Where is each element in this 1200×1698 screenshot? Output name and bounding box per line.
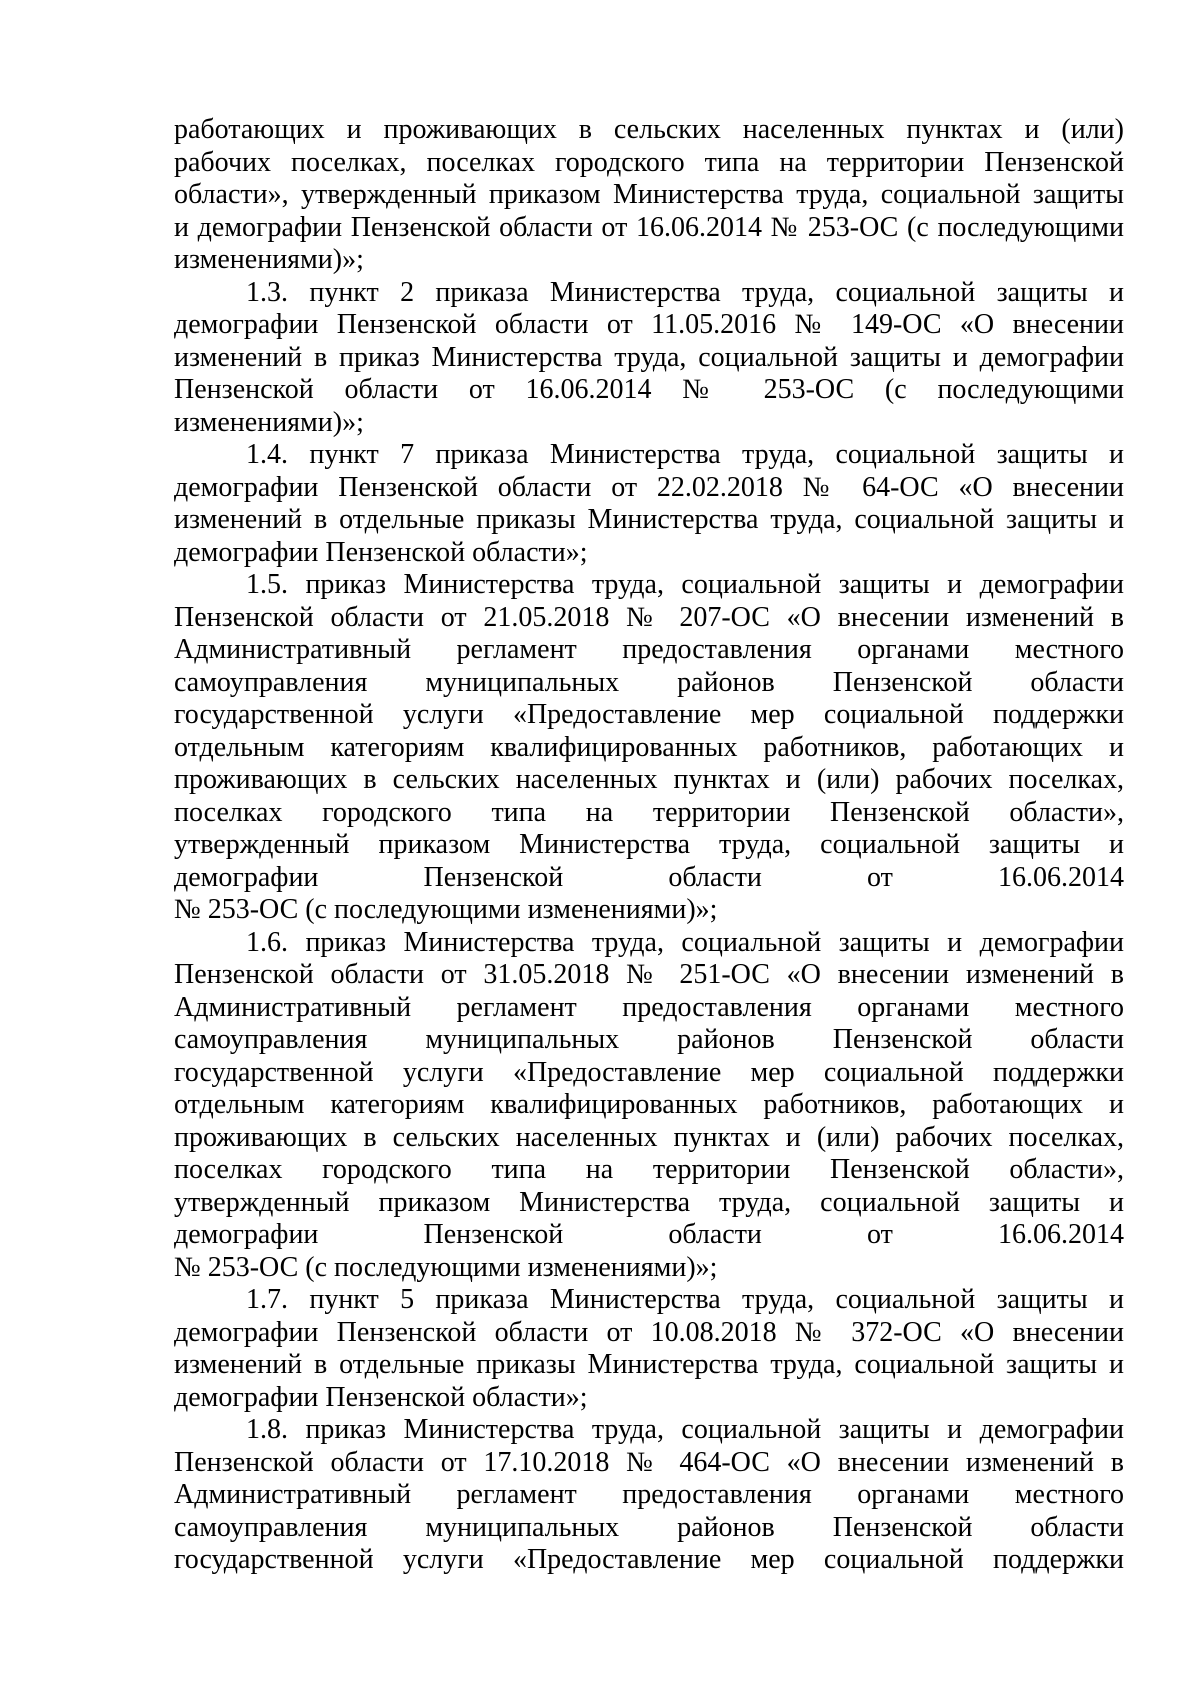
paragraph-continuation bbox=[174, 114, 1124, 277]
text-line: демографии Пензенской области от 11.05.2016 № 149-ОС «О внесении bbox=[174, 309, 1124, 340]
text-line: рабочих поселках, поселках городского типа на территории Пензенской bbox=[174, 146, 1124, 178]
text-line: государственной услуги «Предоставление мер социальной поддержки bbox=[174, 1056, 1124, 1088]
text-line: изменений в отдельные приказы Министерства труда, социальной защиты и bbox=[174, 504, 1124, 535]
text-line: № 253-ОС (с последующими изменениями)»; bbox=[174, 894, 718, 925]
text-line: Административный регламент предоставления органами местного bbox=[174, 991, 1124, 1023]
text-line: самоуправления муниципальных районов Пензенской области bbox=[174, 666, 1124, 698]
text-line: утвержденный приказом Министерства труда, социальной защиты и bbox=[174, 1186, 1124, 1218]
text-line: 1.7. пункт 5 приказа Министерства труда, социальной защиты и bbox=[246, 1284, 1124, 1315]
document-body bbox=[174, 114, 1124, 1577]
text-line: проживающих в сельских населенных пунктах и (или) рабочих поселках, bbox=[174, 1121, 1124, 1153]
text-line: 1.5. приказ Министерства труда, социальной защиты и демографии bbox=[246, 569, 1124, 600]
text-line: демографии Пензенской области от 16.06.2014 bbox=[174, 861, 1124, 893]
text-line: Пензенской области от 16.06.2014 № 253-ОС (с последующими bbox=[174, 374, 1124, 405]
paragraph-item-1-6 bbox=[174, 927, 1124, 1285]
text-line: демографии Пензенской области»; bbox=[174, 536, 588, 568]
text-line: изменениями)»; bbox=[174, 244, 364, 275]
text-line: Административный регламент предоставления органами местного bbox=[174, 634, 1124, 665]
text-line: 1.8. приказ Министерства труда, социальной защиты и демографии bbox=[246, 1414, 1124, 1445]
text-line: демографии Пензенской области от 16.06.2014 bbox=[174, 1219, 1124, 1250]
text-line: поселках городского типа на территории Пензенской области», bbox=[174, 796, 1124, 828]
text-line: изменений в отдельные приказы Министерства труда, социальной защиты и bbox=[174, 1349, 1124, 1380]
paragraph-item-1-5 bbox=[174, 569, 1124, 927]
text-line: Пензенской области от 17.10.2018 № 464-ОС «О внесении изменений в bbox=[174, 1446, 1124, 1478]
text-line: Пензенской области от 21.05.2018 № 207-ОС «О внесении изменений в bbox=[174, 601, 1124, 633]
paragraph-item-1-8 bbox=[174, 1414, 1124, 1577]
paragraph-item-1-3 bbox=[174, 277, 1124, 440]
text-line: проживающих в сельских населенных пунктах и (или) рабочих поселках, bbox=[174, 764, 1124, 795]
text-line: самоуправления муниципальных районов Пензенской области bbox=[174, 1511, 1124, 1543]
text-line: 1.6. приказ Министерства труда, социальной защиты и демографии bbox=[246, 926, 1124, 958]
text-line: 1.3. пункт 2 приказа Министерства труда, социальной защиты и bbox=[246, 276, 1124, 308]
text-line: государственной услуги «Предоставление мер социальной поддержки bbox=[174, 699, 1124, 730]
paragraph-item-1-7 bbox=[174, 1284, 1124, 1414]
text-line: изменений в приказ Министерства труда, социальной защиты и демографии bbox=[174, 341, 1124, 373]
text-line: работающих и проживающих в сельских населенных пунктах и (или) bbox=[174, 114, 1124, 145]
text-line: демографии Пензенской области»; bbox=[174, 1381, 588, 1413]
text-line: 1.4. пункт 7 приказа Министерства труда, социальной защиты и bbox=[246, 439, 1124, 470]
text-line: поселках городского типа на территории Пензенской области», bbox=[174, 1154, 1124, 1185]
text-line: отдельным категориям квалифицированных работников, работающих и bbox=[174, 731, 1124, 763]
text-line: демографии Пензенской области от 10.08.2018 № 372-ОС «О внесении bbox=[174, 1316, 1124, 1348]
text-line: № 253-ОС (с последующими изменениями)»; bbox=[174, 1251, 718, 1283]
text-line: Административный регламент предоставления органами местного bbox=[174, 1479, 1124, 1510]
paragraph-item-1-4 bbox=[174, 439, 1124, 569]
text-line: демографии Пензенской области от 22.02.2018 № 64-ОС «О внесении bbox=[174, 471, 1124, 503]
text-line: Пензенской области от 31.05.2018 № 251-ОС «О внесении изменений в bbox=[174, 959, 1124, 990]
text-line: и демографии Пензенской области от 16.06.2014 № 253-ОС (с последующими bbox=[174, 211, 1124, 243]
text-line: области», утвержденный приказом Министерства труда, социальной защиты bbox=[174, 179, 1124, 210]
text-line: изменениями)»; bbox=[174, 406, 364, 438]
text-line: самоуправления муниципальных районов Пензенской области bbox=[174, 1024, 1124, 1055]
text-line: утвержденный приказом Министерства труда, социальной защиты и bbox=[174, 829, 1124, 860]
text-line: государственной услуги «Предоставление мер социальной поддержки bbox=[174, 1544, 1124, 1575]
text-line: отдельным категориям квалифицированных работников, работающих и bbox=[174, 1089, 1124, 1120]
